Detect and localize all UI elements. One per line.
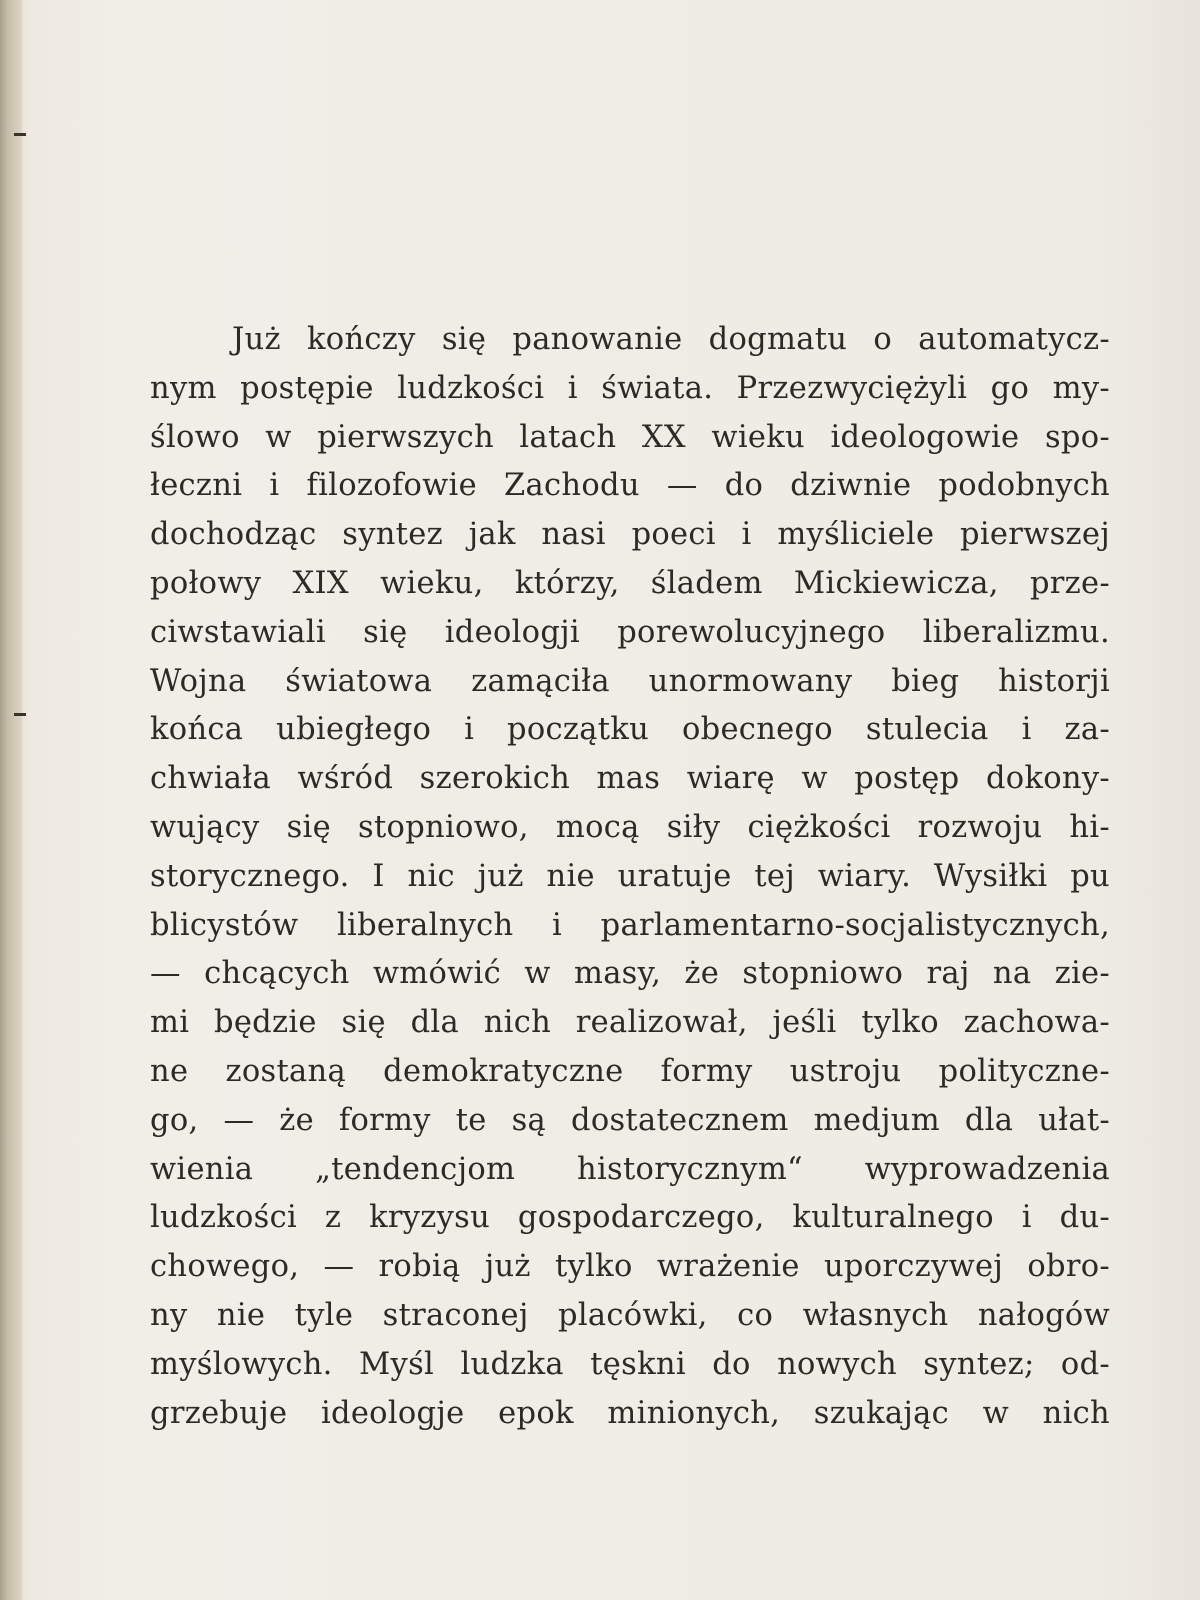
binding-mark [14, 133, 26, 136]
text-line: — chcących wmówić w masy, że stopniowo raj na zie- [150, 956, 1110, 992]
text-line: ne zostaną demokratyczne formy ustroju polityczne- [150, 1053, 1110, 1089]
text-line: grzebuje ideologje epok minionych, szukając w nich [150, 1395, 1110, 1431]
text-line: storycznego. I nic już nie uratuje tej wiary. Wysiłki pu [150, 858, 1110, 894]
text-line: końca ubiegłego i początku obecnego stulecia i za- [150, 712, 1110, 748]
text-line: łeczni i filozofowie Zachodu — do dziwnie podobnych [150, 468, 1110, 504]
text-line: myślowych. Myśl ludzka tęskni do nowych syntez; od- [150, 1346, 1110, 1382]
text-line: dochodząc syntez jak nasi poeci i myśliciele pierwszej [150, 517, 1110, 553]
text-line: ny nie tyle straconej placówki, co własnych nałogów [150, 1297, 1110, 1333]
text-line: blicystów liberalnych i parlamentarno-socjalistycznych, [150, 907, 1110, 943]
binding-mark [14, 713, 26, 716]
text-line: chwiała wśród szerokich mas wiarę w postęp dokony- [150, 761, 1110, 797]
text-line: ciwstawiali się ideologji porewolucyjnego liberalizmu. [150, 614, 1110, 650]
text-line: Wojna światowa zamąciła unormowany bieg historji [150, 663, 1110, 699]
text-line: go, — że formy te są dostatecznem medjum dla ułat- [150, 1102, 1110, 1138]
text-line: połowy XIX wieku, którzy, śladem Mickiewicza, prze- [150, 565, 1110, 601]
body-paragraph [150, 316, 1110, 1438]
text-line: ślowo w pierwszych latach XX wieku ideologowie spo- [150, 419, 1110, 455]
text-line: chowego, — robią już tylko wrażenie uporczywej obro- [150, 1249, 1110, 1285]
book-spine [0, 0, 22, 1600]
text-line: mi będzie się dla nich realizował, jeśli tylko zachowa- [150, 1005, 1110, 1041]
text-line: wienia „tendencjom historycznym“ wyprowadzenia [150, 1151, 1110, 1187]
text-line: nym postępie ludzkości i świata. Przezwyciężyli go my- [150, 370, 1110, 406]
text-line: Już kończy się panowanie dogmatu o automatycz- [232, 322, 1110, 357]
text-line: ludzkości z kryzysu gospodarczego, kulturalnego i du- [150, 1200, 1110, 1236]
text-line: wujący się stopniowo, mocą siły ciężkości rozwoju hi- [150, 809, 1110, 845]
